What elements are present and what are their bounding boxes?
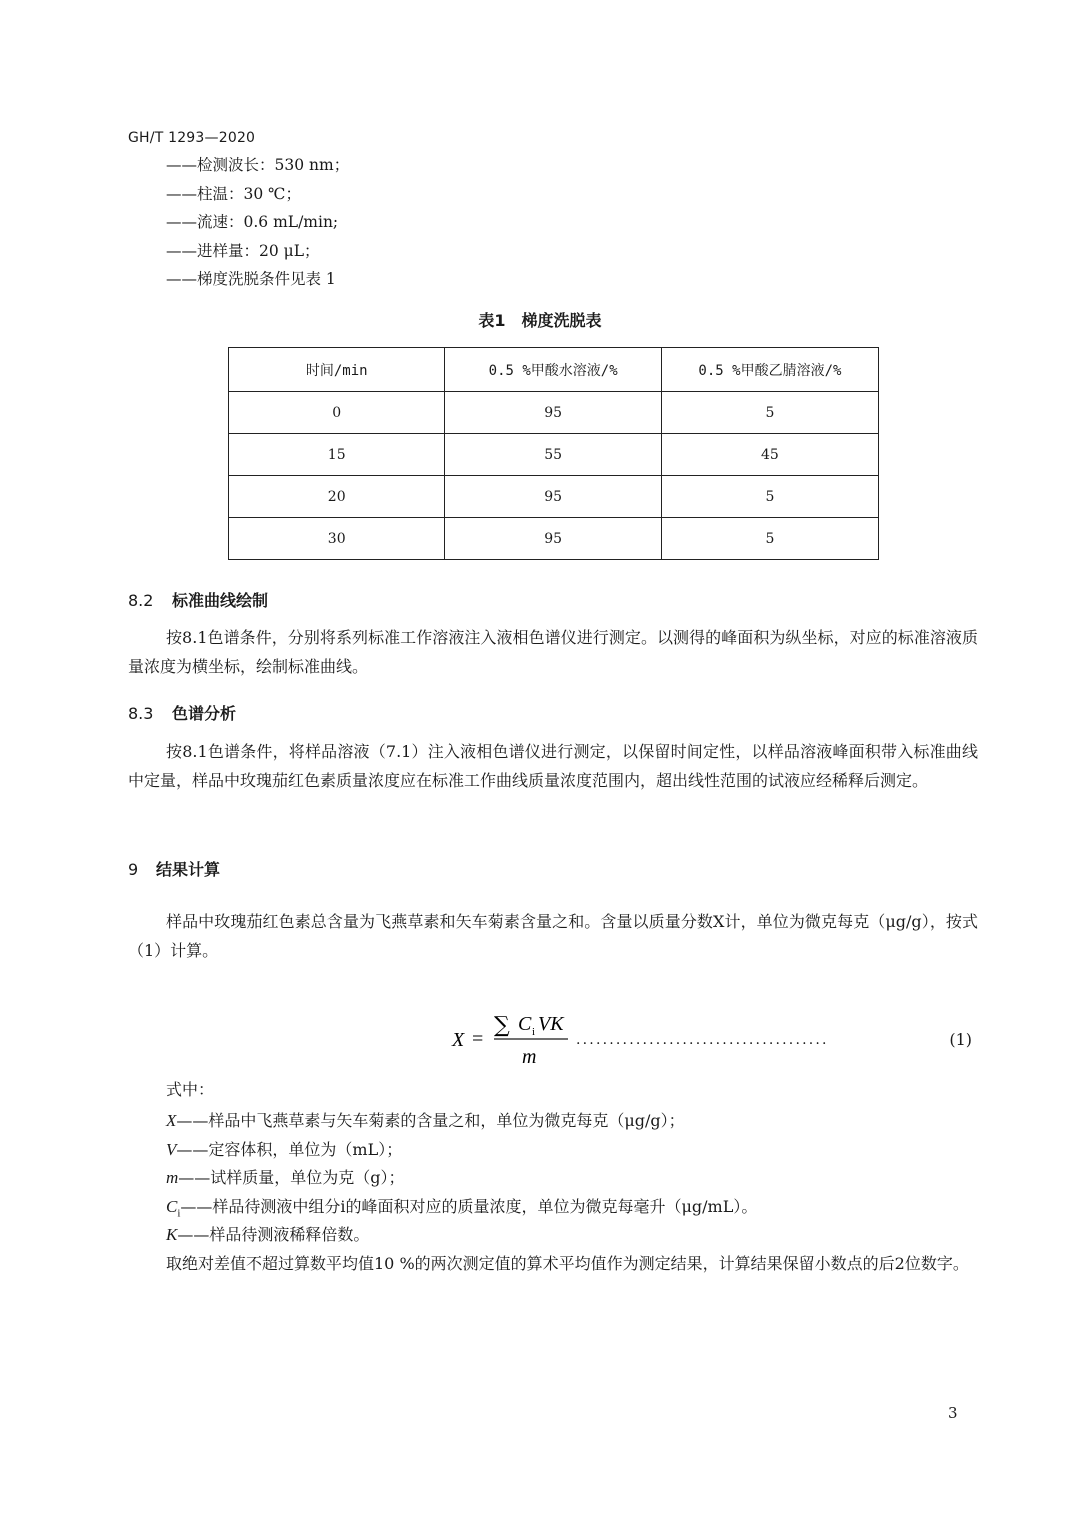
table-cell: 55 bbox=[445, 434, 661, 476]
where-label: 式中： bbox=[166, 1080, 215, 1099]
table1-caption: 表1 梯度洗脱表 bbox=[478, 311, 602, 330]
condition-gradient-ref: ——梯度洗脱条件见表 1 bbox=[166, 270, 336, 288]
variable-symbol: K bbox=[166, 1225, 178, 1244]
section-number: 8.3 bbox=[128, 704, 154, 723]
variable-symbol: V bbox=[166, 1139, 177, 1159]
formula-lhs: X bbox=[452, 1029, 465, 1051]
header-formic-water: 0.5 %甲酸水溶液/% bbox=[445, 348, 661, 392]
section-title: 结果计算 bbox=[156, 860, 221, 879]
formula-numerator-subscript: i bbox=[532, 1026, 536, 1038]
condition-wavelength: ——检测波长：530 nm； bbox=[166, 156, 350, 174]
table-row bbox=[229, 392, 879, 434]
section-title: 色谱分析 bbox=[172, 704, 237, 723]
formula-denominator: m bbox=[522, 1046, 537, 1068]
formula-1 bbox=[448, 1008, 978, 1068]
table-cell: 45 bbox=[661, 434, 878, 476]
formula-expression bbox=[448, 1008, 578, 1070]
variable-symbol bbox=[166, 1196, 181, 1219]
variable-item bbox=[166, 1136, 978, 1165]
section-8-3-text: 按8.1色谱条件，将样品溶液（7.1）注入液相色谱仪进行测定，以保留时间定性，以样品溶液峰面积带入标准曲线中定量，样品中玫瑰茄红色素质量浓度应在标准工作曲线质量浓度范围内，超出线性范围的试液应经稀释后测定。 bbox=[128, 742, 978, 790]
variable-symbol-letter: C bbox=[166, 1196, 178, 1216]
table-header-row bbox=[229, 348, 879, 392]
formula-numerator-c: C bbox=[518, 1013, 532, 1035]
section-number: 9 bbox=[128, 860, 139, 879]
table-row bbox=[229, 434, 879, 476]
header-formic-acetonitrile: 0.5 %甲酸乙腈溶液/% bbox=[661, 348, 878, 392]
table-cell: 20 bbox=[229, 476, 445, 518]
variable-item bbox=[166, 1107, 978, 1136]
conclusion-text: 取绝对差值不超过算数平均值10 %的两次测定值的算术平均值作为测定结果，计算结果保留小数点的后2位数字。 bbox=[166, 1253, 969, 1273]
condition-flow-rate: ——流速：0.6 mL/min; bbox=[166, 213, 339, 231]
page-number: 3 bbox=[948, 1404, 958, 1422]
formula-leader-dots: ...................................... bbox=[576, 1032, 829, 1048]
variable-subscript: i bbox=[177, 1206, 181, 1219]
header-time: 时间/min bbox=[229, 348, 445, 392]
section-9-text: 样品中玫瑰茄红色素总含量为飞燕草素和矢车菊素含量之和。含量以质量分数X计，单位为微克每克（μg/g），按式（1）计算。 bbox=[128, 912, 978, 960]
table-row bbox=[229, 476, 879, 518]
table-cell: 95 bbox=[445, 392, 661, 434]
section-8-2-heading bbox=[128, 588, 268, 611]
table-cell: 95 bbox=[445, 476, 661, 518]
variable-symbol: m bbox=[166, 1168, 179, 1187]
variable-definitions bbox=[166, 1107, 978, 1278]
table-cell: 15 bbox=[229, 434, 445, 476]
section-8-2-text: 按8.1色谱条件，分别将系列标准工作溶液注入液相色谱仪进行测定。以测得的峰面积为纵坐标，对应的标准溶液质量浓度为横坐标，绘制标准曲线。 bbox=[128, 628, 978, 676]
section-title: 标准曲线绘制 bbox=[172, 591, 269, 610]
section-9-heading bbox=[128, 857, 220, 880]
formula-number: (1) bbox=[949, 1030, 972, 1049]
variable-item bbox=[166, 1193, 978, 1222]
variable-description: ——定容体积，单位为（mL）； bbox=[176, 1139, 403, 1159]
variable-item bbox=[166, 1221, 978, 1250]
formula-numerator-vk: VK bbox=[538, 1013, 564, 1035]
section-8-3-heading bbox=[128, 701, 236, 724]
table-cell: 95 bbox=[445, 518, 661, 560]
section-number: 8.2 bbox=[128, 591, 154, 610]
table-row bbox=[229, 518, 879, 560]
condition-column-temp: ——柱温：30 ℃； bbox=[166, 184, 301, 203]
chromatography-conditions bbox=[166, 151, 349, 294]
variable-item bbox=[166, 1164, 978, 1193]
condition-injection-volume: ——进样量：20 μL； bbox=[166, 241, 320, 260]
formula-sum-symbol: ∑ bbox=[494, 1013, 510, 1038]
table-cell: 0 bbox=[229, 392, 445, 434]
table-cell: 5 bbox=[661, 518, 878, 560]
gradient-elution-table bbox=[228, 347, 879, 560]
table-cell: 5 bbox=[661, 392, 878, 434]
formula-equals: = bbox=[472, 1028, 484, 1050]
variable-description: ——试样质量，单位为克（g）； bbox=[178, 1168, 405, 1187]
variable-description: ——样品中飞燕草素与矢车菊素的含量之和，单位为微克每克（μg/g）； bbox=[176, 1111, 685, 1130]
variable-description: ——样品待测液稀释倍数。 bbox=[177, 1225, 370, 1244]
table-cell: 30 bbox=[229, 518, 445, 560]
variable-symbol: X bbox=[166, 1111, 177, 1130]
variable-description: ——样品待测液中组分i的峰面积对应的质量浓度，单位为微克每毫升（μg/mL）。 bbox=[180, 1196, 758, 1216]
standard-code: GH/T 1293—2020 bbox=[128, 130, 256, 146]
table-cell: 5 bbox=[661, 476, 878, 518]
